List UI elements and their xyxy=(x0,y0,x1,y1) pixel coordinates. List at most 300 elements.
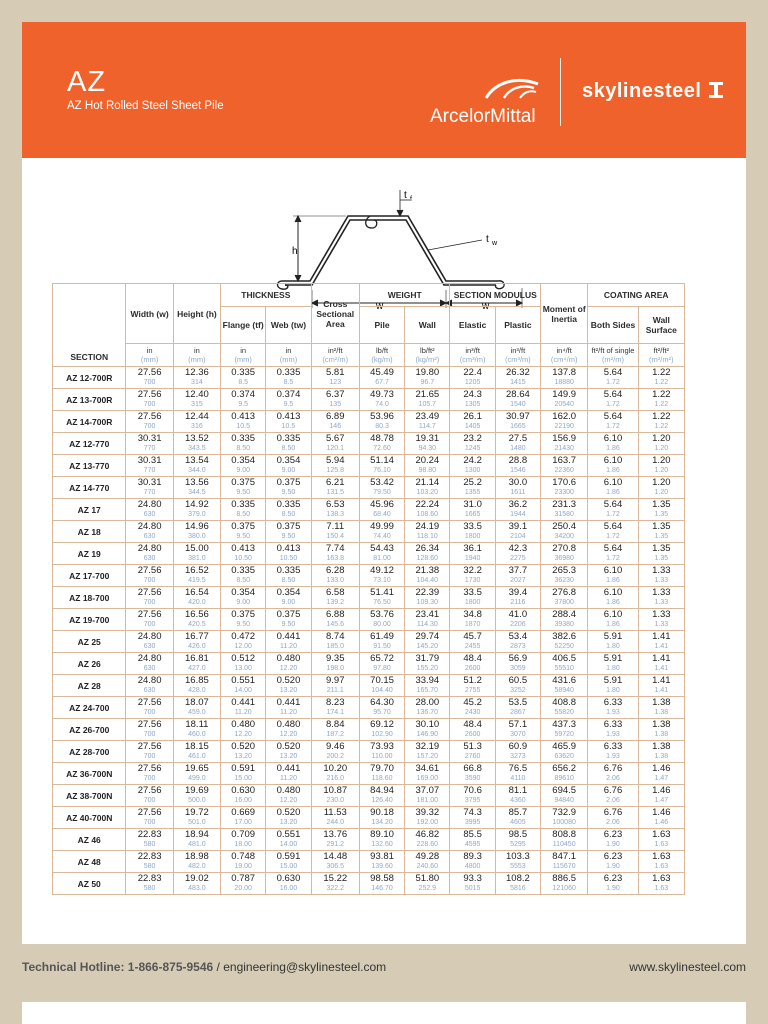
arcelormittal-logo xyxy=(426,74,544,130)
table-cell xyxy=(638,829,684,851)
table-cell xyxy=(495,719,540,741)
value-metric: 13.20 xyxy=(279,686,298,694)
value-imperial: 0.354 xyxy=(231,586,256,598)
unit-cell xyxy=(588,344,638,367)
table-cell xyxy=(221,477,266,499)
value-metric: 211.1 xyxy=(326,686,344,694)
value-imperial: 6.76 xyxy=(603,806,623,818)
engineering-email[interactable]: engineering@skylinesteel.com xyxy=(223,960,387,974)
table-cell xyxy=(638,697,684,719)
value-imperial: 0.335 xyxy=(276,498,301,510)
value-metric: 155.20 xyxy=(416,664,439,672)
value-imperial: 0.441 xyxy=(276,696,301,708)
value-metric: 9.5 xyxy=(238,400,249,408)
value-metric: 10.5 xyxy=(281,422,296,430)
value-metric: 230.0 xyxy=(326,796,345,804)
table-cell xyxy=(495,829,540,851)
table-cell xyxy=(405,609,450,631)
table-cell xyxy=(173,543,220,565)
value-imperial: 51.3 xyxy=(463,740,482,752)
value-metric: 1.72 xyxy=(606,378,620,386)
table-cell xyxy=(126,411,173,433)
value-imperial: 79.70 xyxy=(370,762,394,774)
value-metric: 23300 xyxy=(554,488,574,496)
table-cell xyxy=(359,565,404,587)
value-imperial: 19.31 xyxy=(415,432,440,444)
value-metric: 8.5 xyxy=(238,378,249,386)
value-metric: 5816 xyxy=(510,884,526,892)
value-metric: 700 xyxy=(143,620,156,628)
value-imperial: 1.41 xyxy=(652,652,671,664)
section-name: AZ 48 xyxy=(53,851,126,873)
table-cell xyxy=(311,587,359,609)
header-thickness: THICKNESS xyxy=(221,284,312,307)
value-imperial: 162.0 xyxy=(552,410,577,422)
value-metric: 59720 xyxy=(554,730,574,738)
value-metric: 2455 xyxy=(464,642,481,650)
value-metric: 420.0 xyxy=(188,598,206,606)
value-imperial: 6.58 xyxy=(326,586,345,598)
value-imperial: 9.46 xyxy=(326,740,345,752)
section-name: AZ 50 xyxy=(53,873,126,895)
table-cell xyxy=(173,785,220,807)
table-cell xyxy=(450,785,495,807)
header-pile: Pile xyxy=(359,307,404,344)
table-cell xyxy=(405,367,450,389)
value-metric: 22360 xyxy=(554,466,574,474)
table-cell xyxy=(311,477,359,499)
table-row xyxy=(53,631,685,653)
value-metric: 12.20 xyxy=(279,796,298,804)
table-cell xyxy=(311,851,359,873)
value-imperial: 28.00 xyxy=(415,696,440,708)
table-cell xyxy=(311,565,359,587)
table-cell xyxy=(266,543,311,565)
table-cell xyxy=(541,367,588,389)
value-metric: 8.5 xyxy=(283,378,294,386)
section-name: AZ 19 xyxy=(53,543,126,565)
value-imperial: 431.6 xyxy=(552,674,577,686)
table-cell xyxy=(405,433,450,455)
section-name: AZ 40-700N xyxy=(53,807,126,829)
table-cell xyxy=(221,785,266,807)
value-imperial: 103.3 xyxy=(506,850,530,862)
table-cell xyxy=(638,763,684,785)
table-cell xyxy=(266,389,311,411)
value-imperial: 0.591 xyxy=(276,850,301,862)
value-metric: 1.63 xyxy=(654,840,669,848)
value-imperial: 27.56 xyxy=(137,564,162,576)
section-name: AZ 46 xyxy=(53,829,126,851)
value-imperial: 21.14 xyxy=(415,476,440,488)
table-cell xyxy=(221,763,266,785)
unit-cell xyxy=(541,344,588,367)
table-row xyxy=(53,565,685,587)
value-imperial: 39.32 xyxy=(415,806,440,818)
value-imperial: 1.20 xyxy=(652,454,671,466)
value-metric: 1.86 xyxy=(606,598,620,606)
value-imperial: 847.1 xyxy=(552,850,577,862)
value-imperial: 0.374 xyxy=(231,388,256,400)
value-imperial: 1.22 xyxy=(652,388,671,400)
table-cell xyxy=(311,631,359,653)
table-cell xyxy=(311,653,359,675)
value-metric: 100080 xyxy=(552,818,576,826)
section-name: AZ 25 xyxy=(53,631,126,653)
value-imperial: 27.56 xyxy=(137,762,162,774)
value-metric: 1305 xyxy=(464,400,481,408)
table-cell xyxy=(311,785,359,807)
header-wall: Wall xyxy=(405,307,450,344)
value-imperial: 231.3 xyxy=(552,498,577,510)
value-imperial: 12.40 xyxy=(185,388,209,400)
value-imperial: 51.14 xyxy=(370,454,394,466)
table-cell xyxy=(266,829,311,851)
value-imperial: 98.5 xyxy=(508,828,528,840)
table-cell xyxy=(359,785,404,807)
value-metric: 1300 xyxy=(464,466,481,474)
value-metric: 1.22 xyxy=(654,378,669,386)
table-cell xyxy=(221,807,266,829)
value-imperial: 1.46 xyxy=(652,762,671,774)
value-imperial: 0.551 xyxy=(231,674,256,686)
value-imperial: 0.354 xyxy=(276,454,301,466)
table-cell xyxy=(541,719,588,741)
value-imperial: 49.12 xyxy=(370,564,394,576)
value-metric: 700 xyxy=(143,576,156,584)
value-metric: 21430 xyxy=(554,444,574,452)
value-imperial: 5.64 xyxy=(603,410,623,422)
value-imperial: 0.374 xyxy=(276,388,301,400)
value-imperial: 1.46 xyxy=(652,806,671,818)
value-imperial: 19.72 xyxy=(185,806,209,818)
value-imperial: 24.19 xyxy=(415,520,440,532)
value-metric: 461.0 xyxy=(188,752,206,760)
table-cell xyxy=(266,653,311,675)
value-imperial: 20.24 xyxy=(415,454,440,466)
table-cell xyxy=(405,455,450,477)
value-imperial: 1.63 xyxy=(652,850,671,862)
table-row xyxy=(53,499,685,521)
value-metric: 1.93 xyxy=(606,752,620,760)
table-cell xyxy=(450,697,495,719)
value-metric: 700 xyxy=(143,422,156,430)
table-cell xyxy=(450,631,495,653)
unit-metric: (kg/m) xyxy=(371,355,393,364)
table-cell xyxy=(126,763,173,785)
value-imperial: 382.6 xyxy=(552,630,577,642)
value-imperial: 13.54 xyxy=(185,454,209,466)
value-imperial: 13.52 xyxy=(185,432,209,444)
value-imperial: 270.8 xyxy=(552,542,577,554)
value-imperial: 6.10 xyxy=(603,432,623,444)
table-cell xyxy=(495,565,540,587)
table-cell xyxy=(405,653,450,675)
value-imperial: 53.42 xyxy=(370,476,394,488)
table-cell xyxy=(266,807,311,829)
value-imperial: 10.87 xyxy=(323,784,348,796)
unit-metric: (cm³/m) xyxy=(504,355,531,364)
value-metric: 700 xyxy=(143,796,156,804)
value-imperial: 25.2 xyxy=(463,476,482,488)
table-cell xyxy=(359,873,404,895)
value-metric: 1.33 xyxy=(654,598,669,606)
table-cell xyxy=(495,477,540,499)
header-both-sides: Both Sides xyxy=(588,307,638,344)
value-metric: 11.20 xyxy=(279,774,297,782)
value-imperial: 0.787 xyxy=(231,872,256,884)
value-imperial: 108.2 xyxy=(506,872,530,884)
table-cell xyxy=(450,741,495,763)
value-imperial: 1.41 xyxy=(652,674,671,686)
table-cell xyxy=(541,565,588,587)
table-cell xyxy=(359,477,404,499)
table-row xyxy=(53,719,685,741)
table-cell xyxy=(541,741,588,763)
value-metric: 306.5 xyxy=(326,862,345,870)
website-link[interactable]: www.skylinesteel.com xyxy=(629,960,746,974)
value-metric: 1730 xyxy=(464,576,481,584)
value-imperial: 74.3 xyxy=(463,806,482,818)
table-cell xyxy=(221,565,266,587)
table-cell xyxy=(541,609,588,631)
table-cell xyxy=(126,477,173,499)
value-imperial: 5.81 xyxy=(326,366,345,378)
value-imperial: 6.76 xyxy=(603,762,623,774)
unit-cell xyxy=(405,344,450,367)
value-metric: 8.50 xyxy=(236,510,250,518)
value-metric: 120.1 xyxy=(326,444,345,452)
value-metric: 22190 xyxy=(554,422,574,430)
value-metric: 9.00 xyxy=(281,466,296,474)
table-cell xyxy=(588,367,638,389)
unit-metric: (kg/m²) xyxy=(415,355,440,364)
value-metric: 700 xyxy=(143,818,156,826)
value-imperial: 7.74 xyxy=(326,542,345,554)
value-metric: 187.2 xyxy=(326,730,345,738)
page-subtitle: AZ Hot Rolled Steel Sheet Pile xyxy=(67,100,224,112)
value-imperial: 49.28 xyxy=(415,850,440,862)
unit-metric: (m²/m) xyxy=(601,355,625,364)
value-imperial: 51.80 xyxy=(415,872,440,884)
value-metric: 381.0 xyxy=(188,554,206,562)
value-imperial: 0.480 xyxy=(276,784,301,796)
table-cell xyxy=(266,763,311,785)
value-metric: 1355 xyxy=(464,488,481,496)
value-metric: 240.60 xyxy=(416,862,439,870)
table-cell xyxy=(221,455,266,477)
value-imperial: 27.56 xyxy=(137,388,162,400)
value-imperial: 24.80 xyxy=(137,652,162,664)
value-metric: 1.63 xyxy=(654,884,669,892)
value-metric: 74.40 xyxy=(373,532,391,540)
value-metric: 76.50 xyxy=(373,598,391,606)
value-metric: 770 xyxy=(143,444,156,452)
value-imperial: 5.64 xyxy=(603,520,623,532)
value-metric: 244.0 xyxy=(326,818,345,826)
value-metric: 343.5 xyxy=(188,444,206,452)
table-cell xyxy=(173,367,220,389)
value-metric: 1.20 xyxy=(654,444,669,452)
value-metric: 1405 xyxy=(464,422,481,430)
table-cell xyxy=(126,675,173,697)
value-metric: 580 xyxy=(143,840,156,848)
value-imperial: 48.4 xyxy=(463,718,482,730)
value-metric: 2600 xyxy=(464,664,481,672)
value-metric: 2027 xyxy=(510,576,526,584)
table-cell xyxy=(541,477,588,499)
table-row xyxy=(53,675,685,697)
table-cell xyxy=(311,433,359,455)
table-cell xyxy=(173,521,220,543)
value-metric: 1.90 xyxy=(606,862,620,870)
header-section-modulus: SECTION MODULUS xyxy=(450,284,541,307)
value-imperial: 18.07 xyxy=(185,696,209,708)
value-metric: 700 xyxy=(143,730,156,738)
value-imperial: 19.80 xyxy=(415,366,440,378)
table-cell xyxy=(638,455,684,477)
value-metric: 1.41 xyxy=(654,664,669,672)
value-imperial: 24.80 xyxy=(137,542,162,554)
value-metric: 2760 xyxy=(464,752,481,760)
value-imperial: 42.3 xyxy=(508,542,528,554)
value-imperial: 0.520 xyxy=(276,674,301,686)
table-row xyxy=(53,587,685,609)
table-cell xyxy=(638,389,684,411)
table-cell xyxy=(450,543,495,565)
table-cell xyxy=(405,631,450,653)
value-metric: 501.0 xyxy=(188,818,206,826)
header-cross-area: Cross Sectional Area xyxy=(311,284,359,344)
table-cell xyxy=(221,499,266,521)
value-metric: 1.86 xyxy=(606,620,620,628)
table-cell xyxy=(588,455,638,477)
table-cell xyxy=(405,741,450,763)
table-cell xyxy=(266,697,311,719)
value-metric: 13.20 xyxy=(234,752,252,760)
value-metric: 14.00 xyxy=(279,840,298,848)
value-metric: 3795 xyxy=(464,796,481,804)
value-metric: 700 xyxy=(143,378,156,386)
table-cell xyxy=(495,763,540,785)
value-imperial: 6.76 xyxy=(603,784,623,796)
value-metric: 1800 xyxy=(464,598,481,606)
value-metric: 63620 xyxy=(554,752,574,760)
value-imperial: 19.65 xyxy=(185,762,209,774)
table-cell xyxy=(541,499,588,521)
header-width: Width (w) xyxy=(126,284,173,344)
value-imperial: 6.10 xyxy=(603,476,623,488)
value-imperial: 0.441 xyxy=(276,630,301,642)
value-metric: 1.47 xyxy=(654,774,669,782)
value-metric: 460.0 xyxy=(188,730,206,738)
value-metric: 2104 xyxy=(510,532,526,540)
table-row xyxy=(53,521,685,543)
table-cell xyxy=(126,631,173,653)
unit-imperial: in xyxy=(193,346,200,355)
value-metric: 1.72 xyxy=(606,510,620,518)
table-cell xyxy=(541,829,588,851)
value-metric: 12.20 xyxy=(279,730,298,738)
value-imperial: 45.96 xyxy=(370,498,394,510)
table-cell xyxy=(541,873,588,895)
table-cell xyxy=(405,521,450,543)
value-metric: 700 xyxy=(143,598,156,606)
table-cell xyxy=(311,499,359,521)
value-metric: 58940 xyxy=(554,686,574,694)
table-row xyxy=(53,477,685,499)
value-imperial: 34.8 xyxy=(463,608,482,620)
value-metric: 36230 xyxy=(554,576,574,584)
value-imperial: 0.441 xyxy=(231,696,256,708)
section-name: AZ 18 xyxy=(53,521,126,543)
value-imperial: 27.5 xyxy=(508,432,528,444)
value-imperial: 137.8 xyxy=(552,366,577,378)
table-cell xyxy=(359,829,404,851)
value-imperial: 23.41 xyxy=(415,608,440,620)
table-cell xyxy=(359,389,404,411)
value-metric: 9.50 xyxy=(236,488,250,496)
table-cell xyxy=(126,367,173,389)
value-metric: 114.7 xyxy=(418,422,436,430)
table-cell xyxy=(541,631,588,653)
value-metric: 426.0 xyxy=(188,642,206,650)
value-imperial: 27.56 xyxy=(137,740,162,752)
value-imperial: 53.5 xyxy=(508,696,528,708)
unit-metric: (cm⁴/m) xyxy=(550,355,578,364)
value-metric: 630 xyxy=(143,554,156,562)
table-cell xyxy=(266,675,311,697)
table-cell xyxy=(638,543,684,565)
value-metric: 1.86 xyxy=(606,466,620,474)
value-metric: 316 xyxy=(191,422,203,430)
technical-hotline[interactable]: Technical Hotline: 1-866-875-9546 xyxy=(22,960,214,974)
header-plastic: Plastic xyxy=(495,307,540,344)
value-metric: 499.0 xyxy=(188,774,206,782)
value-metric: 10.5 xyxy=(236,422,250,430)
unit-imperial: in xyxy=(240,346,247,355)
table-cell xyxy=(126,741,173,763)
value-metric: 1.35 xyxy=(654,510,669,518)
value-imperial: 24.2 xyxy=(463,454,482,466)
value-imperial: 24.80 xyxy=(137,520,162,532)
value-imperial: 89.10 xyxy=(370,828,394,840)
table-cell xyxy=(359,455,404,477)
table-cell xyxy=(495,389,540,411)
table-cell xyxy=(638,367,684,389)
table-cell xyxy=(495,543,540,565)
table-cell xyxy=(638,807,684,829)
value-metric: 13.20 xyxy=(279,818,298,826)
value-imperial: 0.335 xyxy=(231,498,256,510)
value-imperial: 9.35 xyxy=(326,652,345,664)
table-cell xyxy=(126,785,173,807)
table-cell xyxy=(588,763,638,785)
value-imperial: 28.64 xyxy=(506,388,530,400)
table-cell xyxy=(126,455,173,477)
value-imperial: 1.33 xyxy=(652,586,671,598)
value-imperial: 1.35 xyxy=(652,542,671,554)
table-cell xyxy=(405,389,450,411)
value-metric: 3590 xyxy=(464,774,481,782)
value-metric: 1.93 xyxy=(606,708,620,716)
value-imperial: 0.413 xyxy=(231,410,256,422)
value-imperial: 5.91 xyxy=(603,674,623,686)
value-metric: 1.35 xyxy=(654,554,669,562)
value-imperial: 19.02 xyxy=(185,872,209,884)
value-imperial: 27.56 xyxy=(137,410,162,422)
table-cell xyxy=(173,433,220,455)
